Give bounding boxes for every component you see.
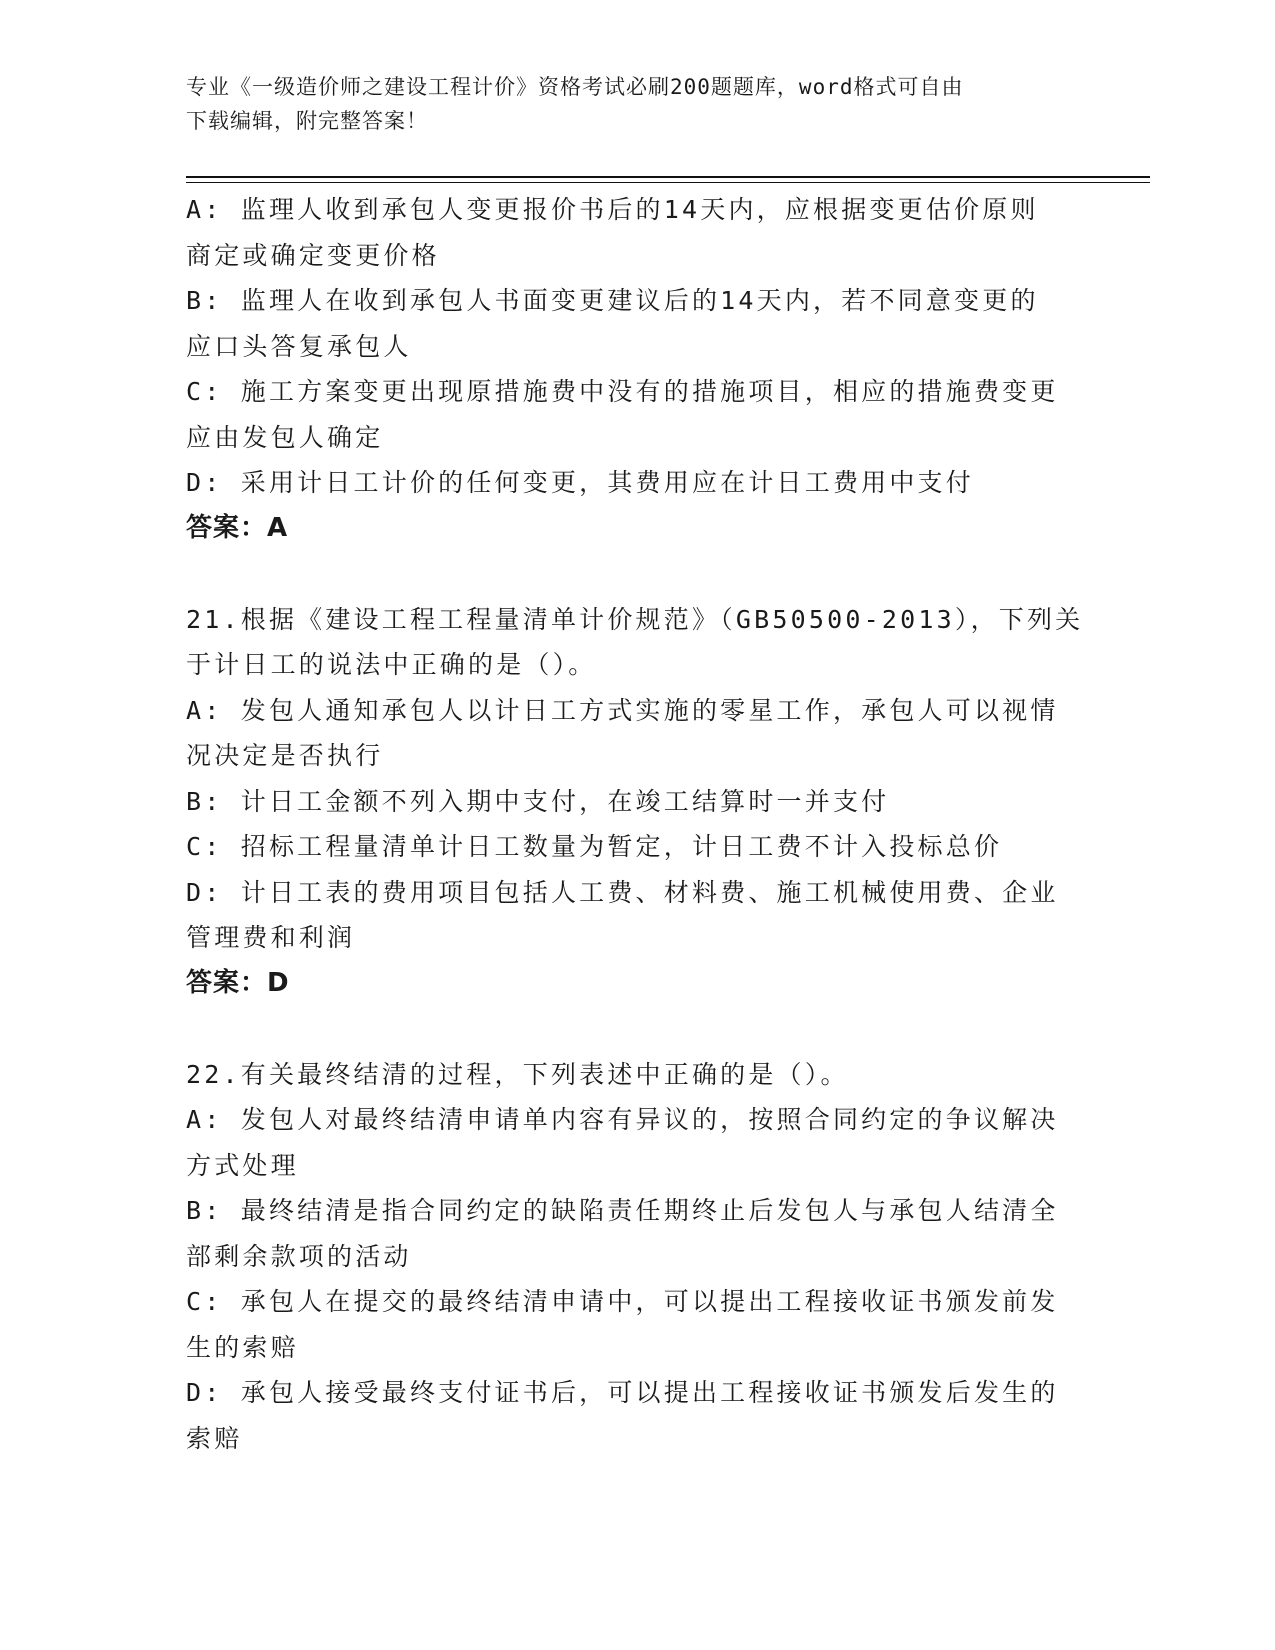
option-a-continued: 况决定是否执行 (186, 741, 384, 770)
option-a-continued: 方式处理 (186, 1150, 299, 1180)
option-b-continued: 应口头答复承包人 (186, 331, 412, 361)
option-c: C: 施工方案变更出现原措施费中没有的措施项目，相应的措施费变更 (186, 377, 1059, 406)
answer-label: 答案：D (186, 967, 290, 998)
option-c: C: 承包人在提交的最终结清申请中，可以提出工程接收证书颁发前发 (186, 1287, 1059, 1316)
question-stem-continued: 于计日工的说法中正确的是（）。 (186, 650, 597, 679)
option-a: A: 发包人对最终结清申请单内容有异议的，按照合同约定的争议解决 (186, 1105, 1059, 1134)
header-divider-thick (186, 176, 1150, 178)
answer-label: 答案：A (186, 512, 289, 543)
option-b: B: 最终结清是指合同约定的缺陷责任期终止后发包人与承包人结清全 (186, 1196, 1059, 1225)
spacer (186, 551, 1086, 597)
question-22 (186, 1052, 1086, 1462)
option-b: B: 计日工金额不列入期中支付，在竣工结算时一并支付 (186, 786, 890, 816)
header-line: 专业《一级造价师之建设工程计价》资格考试必刷200题题库，word格式可自由 (186, 75, 964, 99)
header-line: 下载编辑，附完整答案！ (186, 109, 428, 133)
question-stem: 22.有关最终结清的过程，下列表述中正确的是（）。 (186, 1059, 849, 1089)
option-b-continued: 部剩余款项的活动 (186, 1241, 412, 1271)
option-d: D: 承包人接受最终支付证书后，可以提出工程接收证书颁发后发生的 (186, 1378, 1059, 1407)
option-a: A: 监理人收到承包人变更报价书后的14天内，应根据变更估价原则 (186, 195, 1039, 224)
document-header (186, 70, 1066, 138)
option-d-continued: 索赔 (186, 1423, 243, 1453)
question-stem: 21.根据《建设工程工程量清单计价规范》（GB50500-2013），下列关 (186, 604, 1084, 634)
option-a-continued: 商定或确定变更价格 (186, 240, 440, 270)
option-c-continued: 应由发包人确定 (186, 422, 384, 452)
previous-question-options (186, 187, 1086, 551)
spacer (186, 1006, 1086, 1052)
option-d-continued: 管理费和利润 (186, 923, 356, 952)
question-content (186, 187, 1086, 1461)
option-c: C: 招标工程量清单计日工数量为暂定，计日工费不计入投标总价 (186, 832, 1003, 861)
option-d: D: 采用计日工计价的任何变更，其费用应在计日工费用中支付 (186, 468, 974, 497)
option-d: D: 计日工表的费用项目包括人工费、材料费、施工机械使用费、企业 (186, 877, 1059, 907)
option-c-continued: 生的索赔 (186, 1332, 299, 1362)
question-21 (186, 597, 1086, 1007)
option-b: B: 监理人在收到承包人书面变更建议后的14天内，若不同意变更的 (186, 286, 1039, 315)
header-divider-thin (186, 182, 1150, 183)
option-a: A: 发包人通知承包人以计日工方式实施的零星工作，承包人可以视情 (186, 695, 1059, 725)
